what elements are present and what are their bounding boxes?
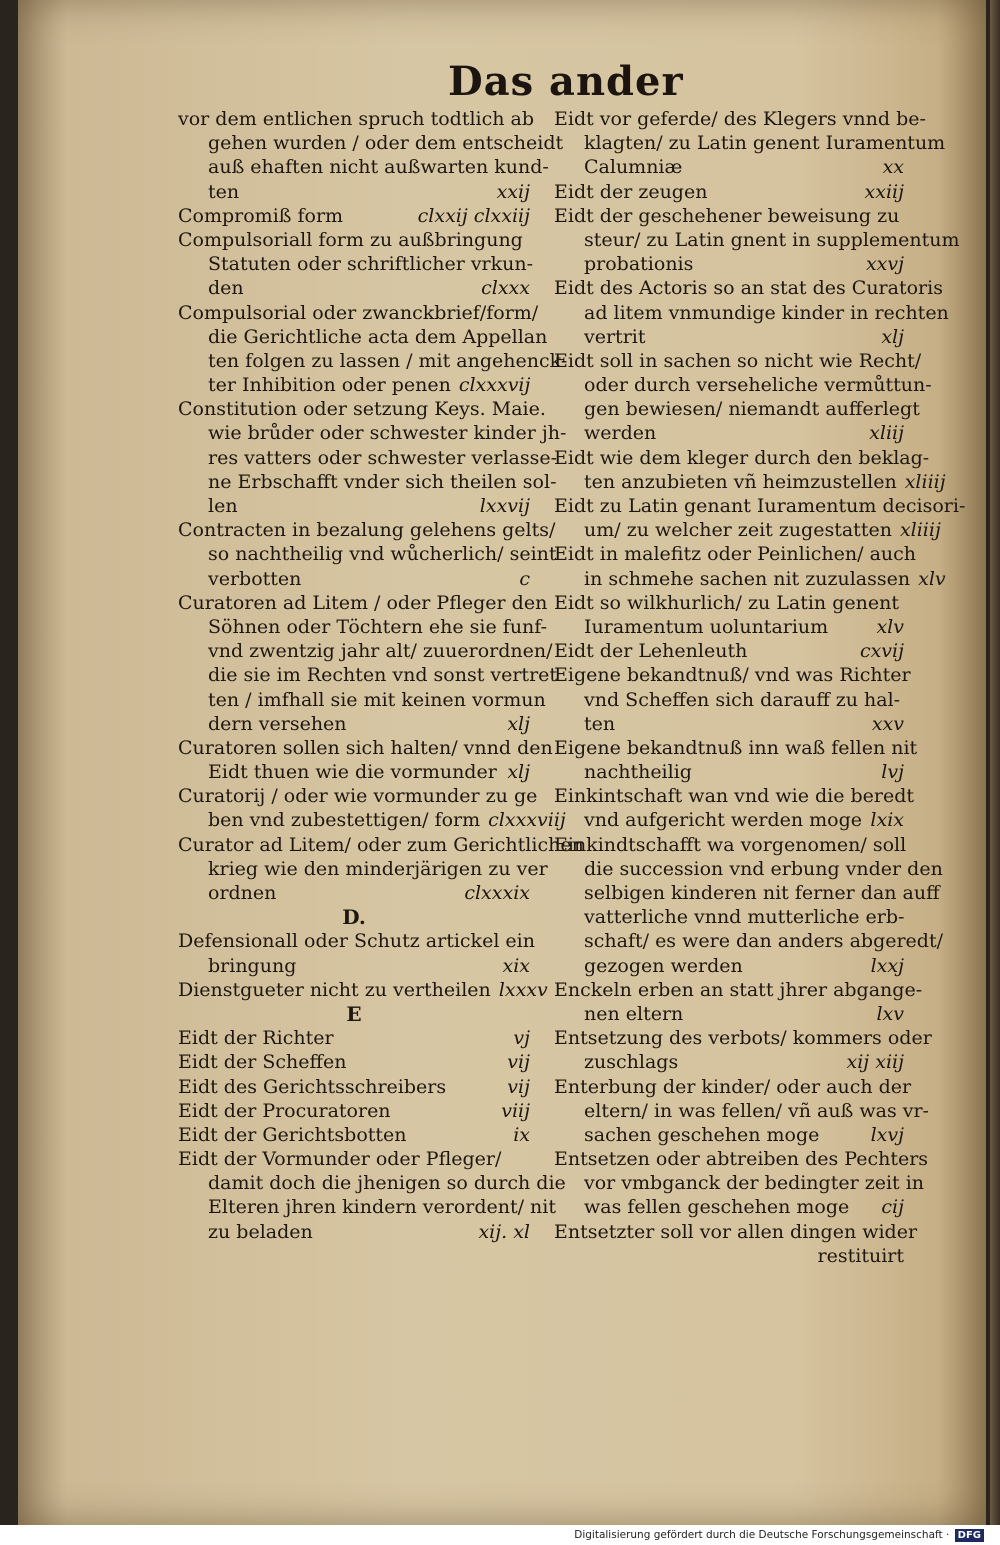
entry-text: vor dem entlichen spruch todtlich ab: [178, 108, 535, 130]
index-entry-line: [178, 567, 530, 591]
entry-text: Eidt der Scheffen: [178, 1051, 347, 1074]
entry-text: vnd Scheffen sich darauff zu hal-: [584, 688, 901, 711]
entry-text: die sie im Rechten vnd sonst vertret: [208, 664, 558, 687]
folio-reference: xlv: [876, 615, 904, 638]
entry-text: Curatorij / oder wie vormunder zu ge: [178, 785, 538, 808]
entry-text: Constitution oder setzung Keys. Maie.: [178, 398, 546, 421]
entry-text: nen eltern: [584, 1002, 684, 1025]
entry-text: Eigene bekandtnuß/ vnd was Richter: [554, 664, 911, 687]
index-entry: [554, 833, 944, 978]
folio-reference: cij: [881, 1196, 904, 1219]
entry-text: Curator ad Litem/ oder zum Gerichtlichen: [178, 833, 584, 856]
entry-text: schaft/ es were dan anders abgeredt/: [584, 930, 944, 953]
folio-reference: xxv: [871, 712, 904, 735]
folio-reference: vij: [507, 1051, 530, 1074]
entry-text: bringung: [208, 954, 297, 977]
index-entry-line: [554, 615, 904, 639]
index-entry-line: [178, 228, 530, 252]
folio-reference: xlj: [881, 325, 904, 348]
running-title: Das ander: [448, 58, 684, 105]
entry-text: Enterbung der kinder/ oder auch der: [554, 1075, 912, 1098]
folio-reference: xliiij: [899, 519, 941, 542]
entry-text: Compulsorial oder zwanckbrief/form/: [178, 301, 539, 324]
index-entry-line: [178, 494, 530, 518]
index-entry-line: [554, 954, 904, 978]
entry-text: zuschlags: [584, 1051, 679, 1074]
entry-text: probationis: [584, 253, 694, 276]
index-entry-line: [554, 1220, 918, 1244]
index-entry-line: [178, 1075, 530, 1099]
entry-text: gezogen werden: [584, 954, 743, 977]
index-entry-line: [554, 1026, 932, 1050]
index-entry-line: [554, 591, 904, 615]
index-entry: [178, 929, 535, 977]
entry-text: Eidt zu Latin genant Iuramentum decisori-: [554, 495, 966, 517]
index-entry-line: [554, 1147, 929, 1171]
index-entry-line: [554, 1050, 904, 1074]
index-entry-line: [554, 446, 930, 470]
entry-text: Eidt der zeugen: [554, 180, 708, 203]
index-entry: [554, 107, 946, 180]
entry-text: vertrit: [584, 325, 646, 348]
index-entry: [554, 591, 904, 639]
entry-text: Eidt wie dem kleger durch den beklag-: [554, 446, 930, 469]
index-entry-line: [554, 421, 904, 445]
folio-reference: lvj: [881, 761, 904, 784]
index-entry-line: [178, 301, 539, 325]
folio-reference: clxxxviij: [488, 809, 566, 832]
entry-text: restituirt: [817, 1244, 904, 1267]
index-entry-line: [554, 542, 917, 566]
entry-text: sachen geschehen moge: [584, 1123, 820, 1146]
index-entry: [554, 639, 904, 663]
paper-page: [18, 0, 986, 1525]
index-entry-line: [554, 905, 904, 929]
folio-reference: xxiij: [864, 180, 904, 203]
index-entry: [554, 276, 949, 349]
index-entry: [178, 591, 558, 736]
folio-reference: xij. xl: [478, 1220, 530, 1243]
index-entry: [178, 736, 553, 784]
index-entry-line: [178, 325, 548, 349]
entry-text: wie brůder oder schwester kinder jh-: [208, 422, 567, 445]
entry-text: dern versehen: [208, 712, 347, 735]
entry-text: Söhnen oder Töchtern ehe sie funf-: [208, 615, 548, 638]
index-entry-line: [554, 857, 943, 881]
folio-reference: clxxxvij: [458, 374, 531, 397]
index-entry: [178, 1123, 530, 1147]
folio-reference: viij: [501, 1099, 530, 1122]
index-entry: [178, 833, 584, 906]
index-entry-line: [554, 204, 904, 228]
entry-text: Entsetzter soll vor allen dingen wider: [554, 1220, 918, 1243]
index-entry: [554, 978, 923, 1026]
index-entry-line: [554, 567, 946, 591]
index-entry-line: [178, 180, 530, 204]
section-letter: D.: [342, 905, 366, 930]
folio-reference: vij: [507, 1075, 530, 1098]
index-entry-line: [554, 712, 904, 736]
index-entry-line: [178, 615, 548, 639]
index-entry: [178, 228, 534, 301]
index-entry: [554, 542, 946, 590]
entry-text: Calumniæ: [584, 156, 683, 179]
entry-text: vnd aufgericht werden moge: [584, 809, 863, 832]
folio-reference: lxxj: [870, 954, 904, 977]
folio-reference: xlv: [918, 567, 946, 590]
index-entry-line: [554, 470, 946, 494]
entry-text: krieg wie den minderjärigen zu ver: [208, 857, 548, 880]
index-entry-line: [554, 1099, 929, 1123]
entry-text: auß ehaften nicht außwarten kund-: [208, 156, 549, 179]
folio-reference: xx: [882, 156, 904, 179]
folio-reference: lxvj: [870, 1123, 904, 1146]
entry-text: um/ zu welcher zeit zugestatten: [584, 519, 892, 542]
index-entry: [554, 494, 966, 542]
index-entry-line: [178, 1195, 557, 1219]
index-entry-line: [178, 542, 557, 566]
index-entry-line: [178, 204, 530, 228]
entry-text: oder durch verseheliche vermůttun-: [584, 374, 932, 397]
entry-text: gehen wurden / oder dem entscheidt: [208, 132, 564, 155]
index-entry: [178, 518, 557, 591]
index-entry-line: [178, 107, 535, 131]
index-entry: [178, 397, 567, 518]
folio-reference: xliij: [869, 422, 904, 445]
index-entry: [554, 446, 946, 494]
entry-text: ter Inhibition oder penen: [208, 374, 451, 397]
index-entry-line: [554, 929, 944, 953]
entry-text: den: [208, 277, 244, 300]
entry-text: Eidt des Actoris so an stat des Curatoris: [554, 277, 943, 300]
folio-reference: vj: [513, 1027, 530, 1050]
index-entry-line: [554, 228, 960, 252]
index-entry: [554, 204, 960, 277]
entry-text: ten: [584, 712, 616, 735]
folio-reference: c: [519, 567, 530, 590]
entry-text: klagten/ zu Latin genent Iuramentum: [584, 132, 946, 155]
index-entry-line: [178, 712, 530, 736]
index-entry-line: [554, 833, 907, 857]
folio-reference: lxix: [870, 809, 904, 832]
index-entry-line: [178, 397, 546, 421]
entry-text: zu beladen: [208, 1220, 313, 1243]
entry-text: vor vmbganck der bedingter zeit in: [584, 1172, 925, 1195]
entry-text: res vatters oder schwester verlasse-: [208, 446, 558, 469]
index-entry-line: [554, 663, 911, 687]
index-entry: [178, 204, 530, 228]
index-entry-line: [554, 1195, 904, 1219]
entry-text: steur/ zu Latin gnent in supplementum: [584, 228, 960, 251]
entry-text: vnd zwentzig jahr alt/ zuuerordnen/: [208, 640, 553, 663]
index-entry-line: [178, 881, 530, 905]
index-entry: [178, 1075, 530, 1099]
index-entry-line: [554, 1171, 925, 1195]
entry-text: in schmehe sachen nit zuzulassen: [584, 567, 911, 590]
index-entry-line: [554, 1002, 904, 1026]
index-entry-line: [178, 131, 564, 155]
index-entry: [554, 1026, 932, 1074]
index-entry: [554, 1075, 929, 1148]
entry-text: Eidt der geschehener beweisung zu: [554, 204, 900, 227]
digitization-footer: [0, 1525, 1000, 1545]
index-entry-line: [178, 252, 534, 276]
index-entry-line: [554, 373, 932, 397]
index-entry: [178, 784, 566, 832]
index-entry-line: [178, 591, 548, 615]
entry-text: Curatoren ad Litem / oder Pfleger den: [178, 591, 548, 614]
entry-text: Einkintschaft wan vnd wie die beredt: [554, 785, 915, 808]
entry-text: len: [208, 495, 238, 517]
entry-text: Curatoren sollen sich halten/ vnnd den: [178, 736, 553, 759]
index-entry-line: [178, 373, 530, 397]
index-entry-line: [178, 978, 548, 1002]
entry-text: Eidt der Richter: [178, 1027, 334, 1050]
index-entry-line: [554, 784, 915, 808]
index-entry: [178, 978, 548, 1002]
index-entry-line: [554, 1123, 904, 1147]
index-entry-line: [178, 639, 553, 663]
entry-text: Elteren jhren kindern verordent/ nit: [208, 1196, 557, 1219]
entry-text: ten / imfhall sie mit keinen vormun: [208, 688, 546, 711]
entry-text: eltern/ in was fellen/ vñ auß was vr-: [584, 1099, 929, 1122]
entry-text: Eigene bekandtnuß inn waß fellen nit: [554, 736, 918, 759]
index-entry-line: [554, 349, 922, 373]
index-entry-line: [178, 760, 530, 784]
entry-text: die succession vnd erbung vnder den: [584, 857, 943, 880]
index-entry-line: [178, 1050, 530, 1074]
index-column-left: [178, 107, 584, 1244]
entry-text: vatterliche vnnd mutterliche erb-: [584, 906, 905, 929]
index-entry-line: [178, 784, 538, 808]
entry-text: Compromiß form: [178, 204, 344, 227]
index-entry: [554, 1147, 929, 1220]
entry-text: Dienstgueter nicht zu vertheilen: [178, 978, 491, 1001]
entry-text: ne Erbschafft vnder sich theilen sol-: [208, 470, 557, 493]
folio-reference: cxvij: [859, 640, 904, 663]
folio-reference: clxxij clxxiij: [417, 204, 530, 227]
entry-text: nachtheilig: [584, 761, 692, 784]
index-entry-line: [554, 736, 918, 760]
entry-text: Defensionall oder Schutz artickel ein: [178, 930, 535, 953]
entry-text: gen bewiesen/ niemandt aufferlegt: [584, 398, 920, 421]
index-entry-line: [178, 1099, 530, 1123]
index-entry-line: [554, 1075, 912, 1099]
entry-text: Contracten in bezalung gelehens gelts/: [178, 519, 556, 542]
index-entry-line: [178, 470, 557, 494]
index-entry-line: [178, 1123, 530, 1147]
index-entry-line: [178, 421, 567, 445]
folio-reference: lxv: [876, 1002, 904, 1025]
index-entry-line: [178, 688, 546, 712]
folio-reference: lxxxv: [498, 978, 548, 1001]
folio-reference: ix: [513, 1123, 530, 1146]
index-entry-line: [554, 978, 923, 1002]
section-letter: E: [346, 1001, 362, 1026]
entry-text: Entsetzung des verbots/ kommers oder: [554, 1027, 932, 1050]
index-entry-line: [178, 349, 568, 373]
entry-text: Eidt der Gerichtsbotten: [178, 1123, 407, 1146]
folio-reference: lxxvij: [479, 495, 530, 517]
index-entry-line: [554, 107, 926, 131]
index-entry-line: [178, 276, 530, 300]
entry-text: ordnen: [208, 882, 277, 904]
entry-text: Einkindtschafft wa vorgenomen/ soll: [554, 833, 907, 856]
footer-credit: [574, 1525, 992, 1545]
entry-text: Eidt des Gerichtsschreibers: [178, 1075, 447, 1098]
index-entry-line: [178, 1171, 566, 1195]
index-entry-line: [178, 954, 530, 978]
entry-text: Iuramentum uoluntarium: [584, 615, 829, 638]
folio-reference: xliiij: [904, 470, 946, 493]
entry-text: ben vnd zubestettigen/ form: [208, 809, 481, 832]
entry-text: Entsetzen oder abtreiben des Pechters: [554, 1148, 929, 1171]
folio-reference: xxij: [496, 180, 530, 203]
index-entry-line: [554, 1244, 904, 1268]
entry-text: Eidt der Procuratoren: [178, 1099, 391, 1122]
index-entry-line: [554, 252, 904, 276]
entry-text: selbigen kinderen nit ferner dan auff: [584, 882, 940, 904]
index-entry-line: [178, 518, 556, 542]
index-entry: [178, 1147, 566, 1244]
entry-text: Eidt soll in sachen so nicht wie Recht/: [554, 349, 922, 372]
index-entry: [178, 1099, 530, 1123]
index-entry-line: [554, 518, 941, 542]
index-entry-line: [554, 639, 904, 663]
index-entry: [554, 1220, 918, 1244]
index-entry-line: [178, 446, 558, 470]
page-edge: [990, 0, 1000, 1525]
index-entry: [178, 1050, 530, 1074]
index-entry: [554, 1244, 904, 1268]
index-entry: [554, 180, 904, 204]
index-entry-line: [554, 881, 940, 905]
folio-reference: xxvj: [865, 253, 904, 276]
entry-text: so nachtheilig vnd wůcherlich/ seint: [208, 543, 557, 566]
folio-reference: clxxx: [481, 277, 530, 300]
index-entry: [178, 301, 568, 398]
index-entry: [178, 107, 564, 204]
index-entry-line: [554, 494, 966, 518]
index-entry-line: [178, 736, 553, 760]
folio-reference: xlj: [507, 761, 530, 784]
folio-reference: clxxxix: [464, 882, 530, 904]
entry-text: Compulsoriall form zu außbringung: [178, 228, 523, 251]
index-entry-line: [178, 1147, 530, 1171]
entry-text: damit doch die jhenigen so durch die: [208, 1172, 566, 1195]
index-entry-line: [554, 155, 904, 179]
entry-text: werden: [584, 422, 657, 445]
entry-text: Eidt so wilkhurlich/ zu Latin genent: [554, 591, 899, 614]
index-entry-line: [178, 857, 548, 881]
index-entry-line: [554, 301, 949, 325]
index-entry-line: [554, 276, 943, 300]
index-column-right: [554, 107, 966, 1268]
entry-text: ten anzubieten vñ heimzustellen: [584, 470, 897, 493]
entry-text: Enckeln erben an statt jhrer abgange-: [554, 978, 923, 1001]
entry-text: verbotten: [208, 567, 302, 590]
entry-text: Eidt der Vormunder oder Pfleger/: [178, 1148, 502, 1171]
entry-text: ten folgen zu lassen / mit angehenck-: [208, 349, 568, 372]
folio-reference: xlj: [507, 712, 530, 735]
index-entry-line: [178, 1026, 530, 1050]
folio-reference: xix: [502, 954, 530, 977]
entry-text: Eidt thuen wie die vormunder: [208, 761, 497, 784]
index-entry-line: [554, 397, 920, 421]
index-entry: [554, 784, 915, 832]
entry-text: die Gerichtliche acta dem Appellan: [208, 325, 548, 348]
index-entry: [554, 736, 918, 784]
entry-text: was fellen geschehen moge: [584, 1196, 850, 1219]
index-entry: [178, 1026, 530, 1050]
folio-reference: xij xiij: [846, 1051, 904, 1074]
index-entry-line: [554, 760, 904, 784]
index-entry-line: [554, 180, 904, 204]
index-entry-line: [554, 131, 946, 155]
entry-text: Statuten oder schriftlicher vrkun-: [208, 253, 534, 276]
entry-text: ten: [208, 180, 240, 203]
index-entry-line: [554, 688, 904, 712]
dfg-logo: DFG: [955, 1529, 984, 1542]
entry-text: Eidt in malefitz oder Peinlichen/ auch: [554, 543, 917, 566]
index-entry-line: [178, 663, 558, 687]
footer-credit-text: Digitalisierung gefördert durch die Deutsche Forschungsgemeinschaft ·: [574, 1529, 950, 1541]
index-entry-line: [178, 1220, 530, 1244]
index-entry: [554, 663, 911, 736]
index-entry-line: [554, 808, 904, 832]
index-entry-line: [178, 155, 549, 179]
entry-text: Eidt der Lehenleuth: [554, 640, 748, 663]
index-entry: [554, 349, 932, 446]
entry-text: ad litem vnmundige kinder in rechten: [584, 301, 949, 324]
entry-text: Eidt vor geferde/ des Klegers vnnd be-: [554, 108, 926, 130]
index-entry-line: [178, 808, 566, 832]
index-entry-line: [178, 833, 584, 857]
index-entry-line: [554, 325, 904, 349]
index-entry-line: [178, 929, 535, 953]
